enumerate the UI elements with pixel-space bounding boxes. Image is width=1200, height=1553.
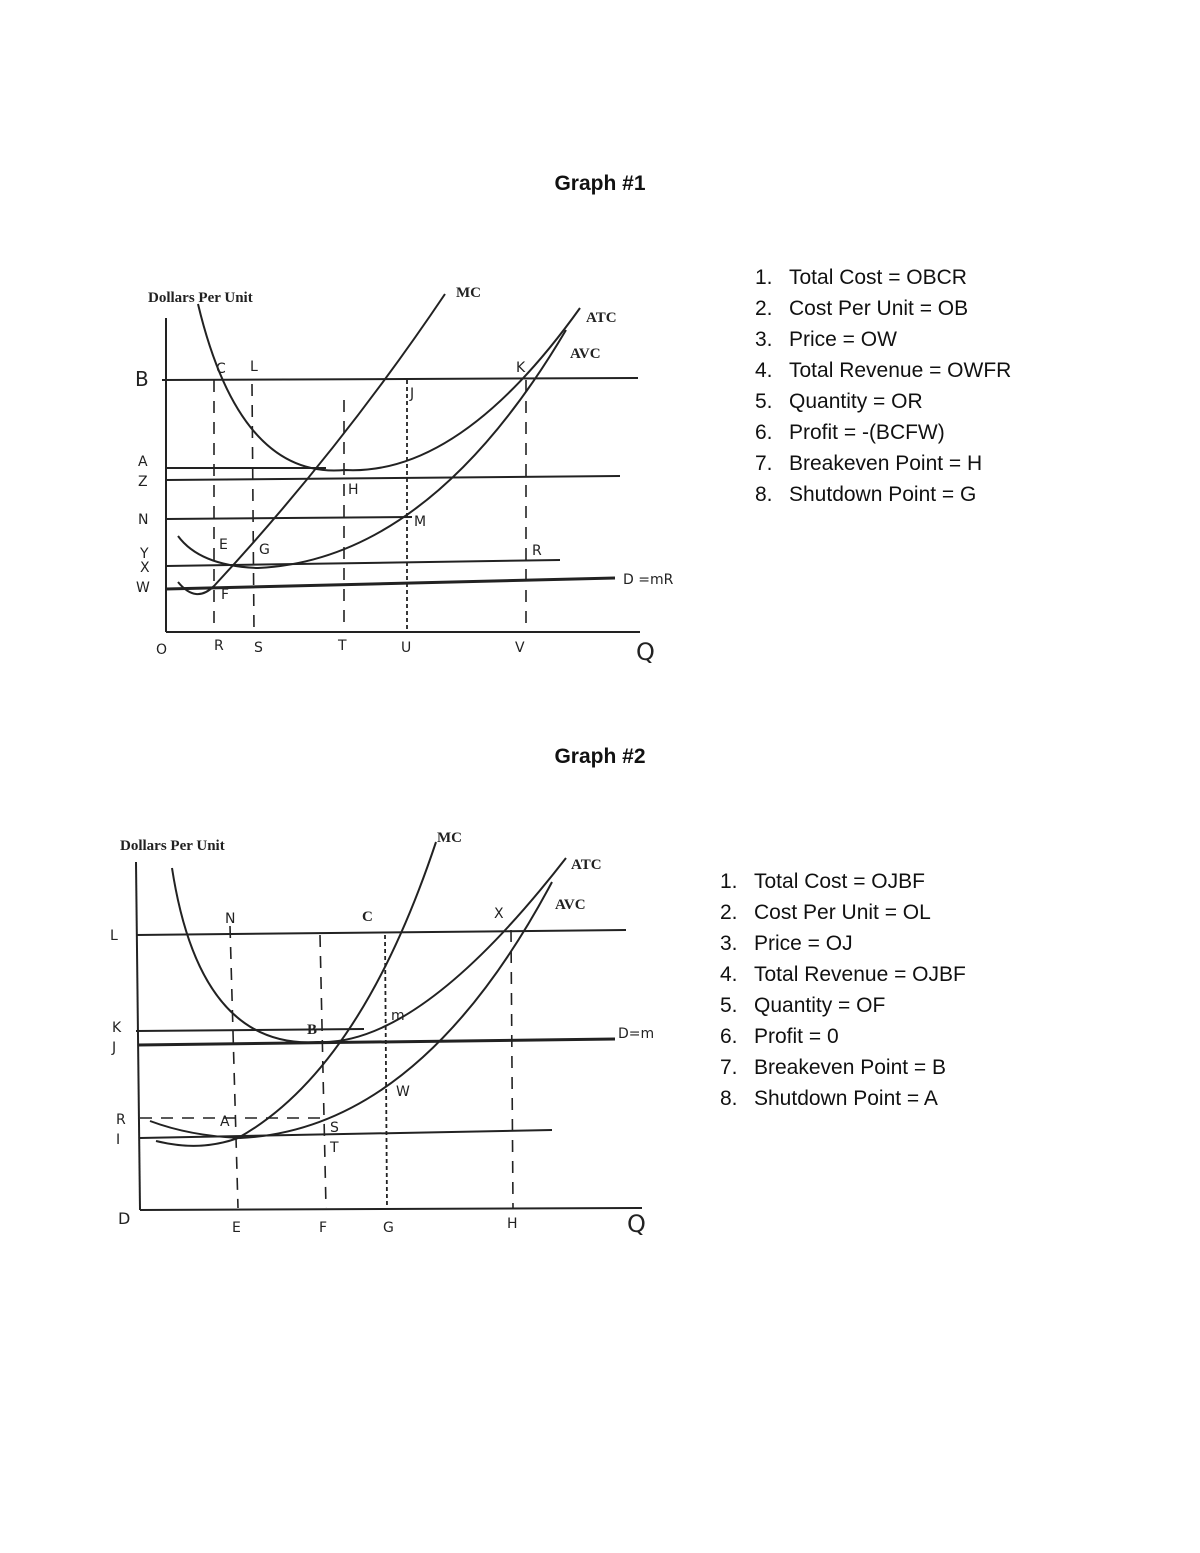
graph2-tick-r: R <box>116 1112 126 1128</box>
graph2-point-t: T <box>330 1140 339 1156</box>
graph2-demand-label: D=m <box>618 1026 655 1042</box>
graph1-tick-qr: R <box>214 638 224 654</box>
graph2-demand-line <box>138 1039 615 1045</box>
graph1-point-c: C <box>216 361 226 377</box>
graph2-avc-curve <box>150 882 552 1138</box>
graph2-q-label: Q <box>627 1210 646 1238</box>
graph2-tick-i: I <box>116 1132 121 1148</box>
graph2-point-c: C <box>362 909 373 925</box>
graph2-dash-h <box>511 930 513 1208</box>
graph1-point-r: R <box>532 543 542 559</box>
graph1-point-k: K <box>516 360 526 376</box>
graph2-dash-f <box>320 935 326 1208</box>
graph2-answer: 6. Profit = 0 <box>720 1025 839 1048</box>
graph2-dash-n <box>230 926 238 1208</box>
graph2-title: Graph #2 <box>554 745 646 768</box>
graph2-y-axis <box>136 862 140 1210</box>
graph1-tick-y: Y <box>140 546 149 562</box>
graph1-answer: 5. Quantity = OR <box>755 390 923 413</box>
graph2-answer-list <box>720 866 966 1114</box>
graph2-answer: 1. Total Cost = OJBF <box>720 870 925 893</box>
graph1-tick-w: W <box>136 580 150 596</box>
graph1-point-m: M <box>414 514 427 530</box>
graph2-tick-qg: G <box>383 1220 394 1236</box>
graph1-avc-curve <box>178 330 566 568</box>
graph1-tick-qv: V <box>515 640 525 656</box>
graph1-tick-b: B <box>135 367 149 391</box>
graph1-line-b <box>162 378 638 380</box>
graph1-line-n <box>166 517 412 519</box>
graph1-answer: 1. Total Cost = OBCR <box>755 266 967 289</box>
graph1-q-label: Q <box>636 638 655 666</box>
graph2-answer: 8. Shutdown Point = A <box>720 1087 938 1110</box>
graph2-point-b: B <box>307 1022 318 1038</box>
graph2-tick-j: J <box>112 1040 117 1056</box>
graph1-tick-z: Z <box>138 474 148 490</box>
graph2-tick-qh: H <box>507 1216 518 1232</box>
graph1-answer: 8. Shutdown Point = G <box>755 483 977 506</box>
graph2-diagram <box>0 800 700 1260</box>
graph2-tick-qe: E <box>232 1220 241 1236</box>
graph2-x-axis <box>140 1208 642 1210</box>
graph2-answer: 7. Breakeven Point = B <box>720 1056 947 1079</box>
graph2-tick-k: K <box>112 1020 122 1036</box>
graph1-tick-x: X <box>140 560 150 576</box>
graph2-answer: 5. Quantity = OF <box>720 994 886 1017</box>
graph2-point-x: X <box>494 906 504 922</box>
graph1-atc-curve <box>198 304 580 471</box>
graph1-diagram <box>0 0 700 700</box>
graph2-avc-label: AVC <box>555 897 586 913</box>
graph2-mc-curve <box>156 842 436 1146</box>
graph1-point-h: H <box>348 482 359 498</box>
graph2-mc-label: MC <box>437 830 462 846</box>
graph1-point-e: E <box>219 537 228 553</box>
graph1-tick-n: N <box>138 512 149 528</box>
graph1-origin-label: O <box>156 642 168 658</box>
graph2-answer: 3. Price = OJ <box>720 932 853 955</box>
graph1-mc-label: MC <box>456 285 481 301</box>
graph1-answer: 4. Total Revenue = OWFR <box>755 359 1012 382</box>
graph1-tick-qt: T <box>338 638 347 654</box>
graph2-answer: 2. Cost Per Unit = OL <box>720 901 931 924</box>
graph2-origin-label: D <box>118 1209 131 1228</box>
graph2-atc-label: ATC <box>571 857 602 873</box>
graph1-answer: 6. Profit = -(BCFW) <box>755 421 945 444</box>
graph2-y-axis-label: Dollars Per Unit <box>120 838 225 854</box>
graph2-point-w: W <box>396 1084 410 1100</box>
graph2-answer: 4. Total Revenue = OJBF <box>720 963 966 986</box>
graph1-answer: 7. Breakeven Point = H <box>755 452 983 475</box>
graph2-tick-qf: F <box>319 1220 328 1236</box>
graph2-tick-l: L <box>110 928 118 944</box>
graph2-point-n: N <box>225 911 236 927</box>
graph2-dash-g <box>385 935 387 1208</box>
graph1-answer: 2. Cost Per Unit = OB <box>755 297 969 320</box>
graph2-point-a: A <box>220 1114 230 1130</box>
graph1-point-g: G <box>259 542 270 558</box>
graph1-tick-qu: U <box>401 640 412 656</box>
graph1-tick-qs: S <box>254 640 263 656</box>
graph1-answer-list <box>755 262 1011 510</box>
graph2-line-l <box>136 930 626 935</box>
graph1-atc-label: ATC <box>586 310 617 326</box>
graph2-point-m: m <box>391 1008 405 1024</box>
graph1-y-axis-label: Dollars Per Unit <box>148 290 253 306</box>
graph1-tick-a: A <box>138 454 148 470</box>
graph1-line-z <box>166 476 620 480</box>
graph1-point-f: F <box>221 587 230 603</box>
graph1-title: Graph #1 <box>554 172 646 195</box>
graph2-line-k <box>136 1029 364 1031</box>
graph1-avc-label: AVC <box>570 346 601 362</box>
graph1-answer: 3. Price = OW <box>755 328 897 351</box>
graph1-dash-l <box>252 384 254 632</box>
graph2-point-s: S <box>330 1120 339 1136</box>
graph1-point-j: J <box>410 386 415 402</box>
graph1-demand-label: D =mR <box>623 572 674 588</box>
graph1-point-l: L <box>250 359 258 375</box>
graph1-demand-line <box>166 578 615 589</box>
